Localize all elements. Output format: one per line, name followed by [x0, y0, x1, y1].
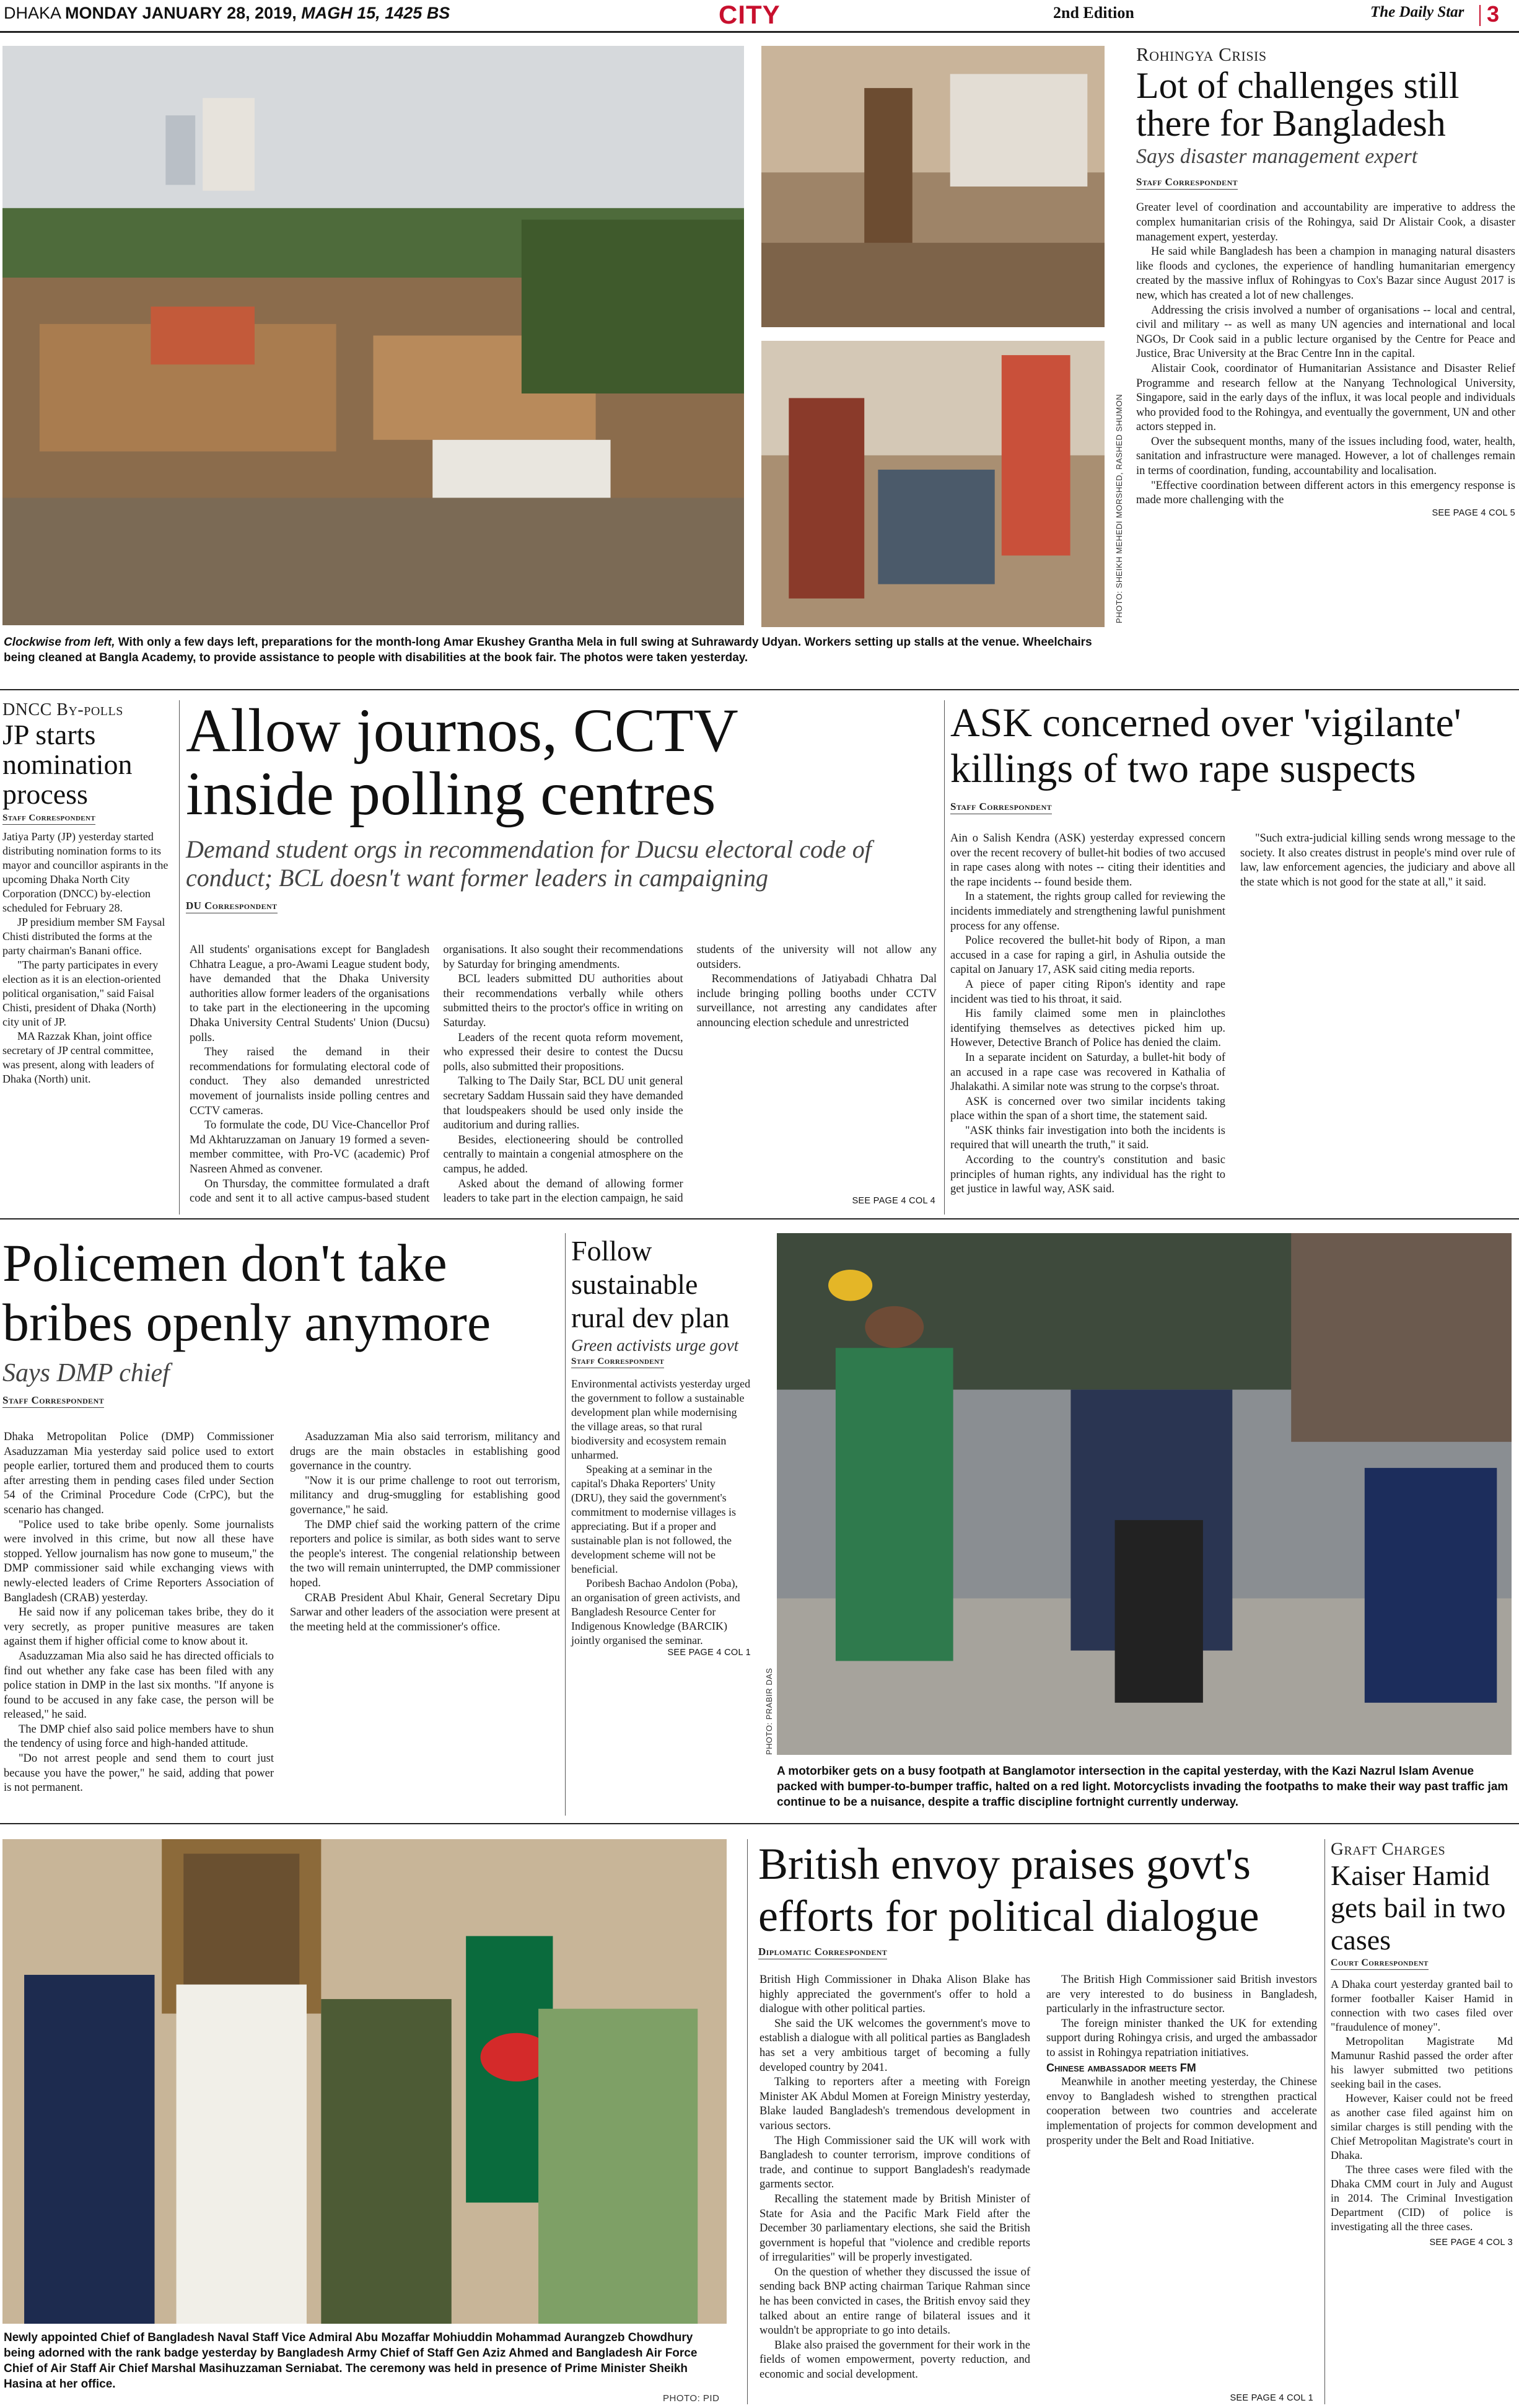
kaiser-hamid-story — [1331, 1839, 1513, 2248]
rural-dev-story — [571, 1234, 751, 1658]
story-byline: Staff Correspondent — [2, 1394, 104, 1408]
workers-setting-stalls-photo — [761, 46, 1105, 327]
section-name: CITY — [719, 0, 781, 29]
story-headline: Lot of challenges still there for Bangladesh — [1136, 65, 1460, 144]
story-headline: British envoy praises govt's efforts for political dialogue — [758, 1839, 1259, 1941]
police-story-body: Dhaka Metropolitan Police (DMP) Commissioner Asaduzzaman Mia yesterday said police used to extort people earlier, tortured them and produced them to courts after arresting them in pending cases filed under Section 54 of the Criminal Procedure Code (CrPC), but the scenario has changed. "Police used to take bribe openly. Some journalists were involved in this crime, but now all these have stopped. Yellow journalism has now gone to museum," the DMP commissioner said while exchanging views with newly-elected leaders of Crime Reporters Association of Bangladesh (CRAB) yesterday. He said now if any policeman takes bribe, they do it very secretly, as proper punitive measures are taken against them if higher official come to know about it. Asaduzzaman Mia also said he has directed officials to find out whether any fake case has been filed with any police station in DMP in the last six months. "If anyone is found to be accused in any fake case, the person will be released," he said. The DMP chief also said police members have to shun the tendency of using force and high-handed attitude. "Do not arrest people and send them to court just because you have the power," he said, adding that power is not permanent. Asaduzzaman Mia also said terrorism, militancy and drugs are the main obstacles in establishing good governance in the country. "Now it is our prime challenge to root out terrorism, militancy and drug-smuggling for establishing good governance," he said. The DMP chief said the working pattern of the crime reporters and police is similar, as both sides want to serve the people's interest. The congenial relationship between the two will remain uninterrupted, the DMP commissioner hoped. CRAB President Abul Khair, General Secretary Dipu Sarwar and other leaders of the association were present at the meeting held at the commissioner's office. — [4, 1431, 560, 1795]
story-headline: Kaiser Hamid gets bail in two cases — [1331, 1860, 1506, 1956]
british-envoy-story-body: British High Commissioner in Dhaka Alison Blake has highly appreciated the government's offer to hold a dialogue with other political parties. She said the UK welcomes the government's move to establish a dialogue with all political parties as Bangladesh has set a very ambitious target of becoming a fully developed country by 2041. Talking to reporters after a meeting with Foreign Minister AK Abdul Momen at Foreign Ministry yesterday, Blake lauded Bangladesh's tremendous development in various sectors. The High Commissioner said the UK will work with Bangladesh to counter terrorism, improve conditions of trade, and continue to support Bangladesh's readymade garments sector. Recalling the statement made by British Minister of State for Asia and the Pacific Mark Field after the December 30 parliamentary elections, she said the British government is hopeful that "violence and credible reports of irregularities" will be properly investigated. On the question of whether they discussed the issue of sending back BNP acting chairman Tarique Rahman since he has been convicted in cases, the British envoy said they talked about an entire range of bilateral issues and it wouldn't be appropriate to go into details. Blake also praised the government for their work in the fields of women empowerment, poverty reduction, and economic and social development. The British High Commissioner said British investors are very interested to do business in Bangladesh, particularly in the infrastructure sector. The foreign minister thanked the UK for extending support during Rohingya crisis, and urged the ambassador to assist in Rohingya repatriation initiatives. Chinese ambassador meets FM Meanwhile in another meeting yesterday, the Chinese envoy to Bangladesh wished to strengthen practical cooperation between two countries and accelerate implementation of projects for common development and prosperity under the Belt and Road Initiative. — [760, 1974, 1317, 2381]
story-headline: Allow journos, CCTV inside polling centres — [186, 696, 737, 828]
top-photo-credit: PHOTO: SHEIKH MEHEDI MORSHED, RASHED SHUMON — [1114, 393, 1124, 623]
story-byline: Staff Correspondent — [571, 1356, 664, 1368]
story-headline: ASK concerned over 'vigilante' killings of two rape suspects — [950, 700, 1461, 791]
ask-story — [950, 700, 1515, 814]
british-envoy-story — [758, 1838, 1320, 1959]
story-kicker: Graft Charges — [1331, 1839, 1446, 1859]
cctv-story-body: All students' organisations except for Bangladesh Chhatra League, a pro-Awami League student body, have demanded that the Dhaka University authorities allow former leaders of the organisations to take part in the electioneering in the upcoming Dhaka University Central Students' Union (Ducsu) polls. They raised the demand in their recommendations for formulating electoral code of conduct. They also demanded unrestricted movement of journalists inside polling centres and CCTV cameras. To formulate the code, DU Vice-Chancellor Prof Md Akhtaruzzaman on January 19 formed a seven-member committee, with Pro-VC (academic) Prof Nasreen Ahmed as convener. On Thursday, the committee formulated a draft code and sent it to all active campus-based student organisations. It also sought their recommendations by Saturday for bringing amendments. BCL leaders submitted DU authorities about their recommendations verbally while others submitted theirs to the proctor's office in writing on Saturday. Leaders of the recent quota reform movement, who expressed their desire to contest the Ducsu polls, also submitted their propositions. Talking to The Daily Star, BCL DU unit general secretary Saddam Hussain said they have demanded that loudspeakers should be used only inside the auditorium and during rallies. Besides, electioneering should be controlled centrally to maintain a congenial atmosphere on the campus, he added. Asked about the demand of allowing former leaders to take part in the election campaign, he said students of the university will not allow any outsiders. Recommendations of Jatiyabadi Chhatra Dal include bringing polling booths under CCTV surveillance, not arresting any candidates after announcing election schedule and unrestricted — [190, 944, 937, 1205]
dateline: DHAKA MONDAY JANUARY 28, 2019, MAGH 15, 1425 BS — [4, 4, 450, 22]
story-body: Jatiya Party (JP) yesterday started distributing nomination forms to its mayor and councillor aspirants in the upcoming Dhaka North City Corporation (DNCC) by-election scheduled for February 28. JP presidium member SM Faysal Chisti distributed the forms at the party chairman's Banani office. "The party participates in every election as it is an election-oriented political organisation," said Faisal Chisti, president of Dhaka (North) city unit of JP. MA Razzak Khan, joint office secretary of JP central committee, was present, along with leaders of Dhaka (North) unit. — [2, 830, 169, 1085]
police-story — [2, 1233, 560, 1408]
story-byline: Staff Correspondent — [950, 801, 1052, 814]
continued-label: SEE PAGE 4 COL 4 — [852, 1196, 935, 1206]
story-byline: Diplomatic Correspondent — [758, 1946, 887, 1959]
wheelchair-cleaning-photo — [761, 341, 1105, 627]
story-subhead: Chinese ambassador meets FM — [1046, 2061, 1196, 2074]
paper-name-logo: The Daily Star — [1370, 4, 1464, 20]
masthead-rule — [0, 31, 1519, 33]
navy-photo-credit: PHOTO: PID — [663, 2393, 720, 2404]
story-byline: Staff Correspondent — [1136, 176, 1238, 190]
continued-label: SEE PAGE 4 COL 5 — [1432, 508, 1515, 518]
story-byline: Staff Correspondent — [2, 813, 95, 825]
page-number: 3 — [1487, 1, 1500, 27]
motorbike-footpath-photo — [777, 1233, 1512, 1755]
navy-photo-caption: Newly appointed Chief of Bangladesh Naval Staff Vice Admiral Abu Mozaffar Mohiuddin Mohammad Aurangzeb Chowdhury being adorned with the rank badge yesterday by Bangladesh Army Chief of Staff Gen Aziz Ahmed and Bangladesh Air Force Chief of Air Staff Air Chief Marshal Masihuzzaman Serniabat. The ceremony was held in presence of Prime Minister Sheikh Hasina at her office. — [4, 2331, 698, 2391]
story-body: Environmental activists yesterday urged the government to follow a sustainable development plan while modernising the village areas, so that rural biodiversity and ecosystem remain unharmed. Speaking at a seminar in the capital's Dhaka Reporters' Unity (DRU), they said the government's commitment to modernise villages is appreciating. But if a proper and sustainable plan is not followed, the development scheme will not be beneficial. Poribesh Bachao Andolon (Poba), an organisation of green activists, and Bangladesh Resource Center for Indigenous Knowledge (BARCIK) jointly organised the seminar. — [571, 1378, 751, 1646]
continued-label: SEE PAGE 4 COL 1 — [1230, 2393, 1313, 2403]
traffic-photo-caption: A motorbiker gets on a busy footpath at Banglamotor intersection in the capital yesterday, with the Kazi Nazrul Islam Avenue packed with bumper-to-bumper traffic, halted on a red light. Motorcyclists invading the footpaths to make their way past traffic jam continue to be a nuisance, despite a traffic discipline fortnight currently underway. — [777, 1765, 1508, 1809]
navy-chief-ceremony-photo — [2, 1839, 727, 2324]
dncc-story — [2, 700, 173, 1086]
story-body: A Dhaka court yesterday granted bail to former footballer Kaiser Hamid in connection with two cases filed over "fraudulence of money". Metropolitan Magistrate Md Mamunur Rashid passed the order after his lawyer submitted two petitions seeking bail in the cases. However, Kaiser could not be freed as another case filed against him on similar charges is still pending with the Chief Metropolitan Magistrate's court in Dhaka. The three cases were filed with the Dhaka CMM court in July and August in 2014. The Criminal Investigation Department (CID) of police is investigating all the three cases. — [1331, 1978, 1513, 2233]
edition-label: 2nd Edition — [1053, 4, 1134, 22]
story-headline: JP starts nomination process — [2, 719, 133, 810]
masthead — [0, 0, 1519, 31]
story-deck: Green activists urge govt — [571, 1336, 739, 1355]
ask-story-body: Ain o Salish Kendra (ASK) yesterday expressed concern over the recent recovery of bullet-hit bodies of two accused in rape cases along with notes -- citing their identities and the rape incidents -- found beside them. In a statement, the rights group called for reviewing the incidents immediately and strengthening lawful punishment process for any offense. Police recovered the bullet-hit body of Ripon, a man accused in a case for raping a girl, in Ashulia outside the capital on January 17, ASK said citing media reports. A piece of paper citing Ripon's identity and rape incident was tied to his throat, it said. His family claimed some men in plainclothes identifying themselves as detectives picked him up. However, Detective Branch of Police has denied the claim. In a separate incident on Saturday, a bullet-hit body of an accused in a rape case was recovered in Kathalia of Jhalakathi. A similar note was strung to the corpse's throat. ASK is concerned over two similar incidents taking place within the span of a short time, the statement said. "ASK thinks fair investigation into both the incidents is required that will unearth the truth," it said. According to the country's constitution and basic principles of human rights, any individual has the right to get justice in lawful way, ASK said. "Such extra-judicial killing sends wrong message to the society. It also creates distrust in people's mind over rule of law, law enforcement agencies, the judiciary and above all the state which is not good for the state at all," it said. — [950, 832, 1515, 1196]
story-headline: Policemen don't take bribes openly anymore — [2, 1233, 491, 1352]
story-deck: Says disaster management expert — [1136, 145, 1418, 169]
continued-label: SEE PAGE 4 COL 1 — [667, 1648, 751, 1658]
story-byline: Court Correspondent — [1331, 1958, 1429, 1970]
story-headline: Follow sustainable rural dev plan — [571, 1235, 730, 1334]
top-photo-caption: Clockwise from left, With only a few days left, preparations for the month-long Amar Ekushey Grantha Mela in full swing at Suhrawardy Udyan. Workers setting up stalls at the venue. Wheelchairs being cleaned at Bangla Academy, to provide assistance to people with disabilities at the book fair. The photos were taken yesterday. — [4, 636, 1092, 664]
story-deck: Says DMP chief — [2, 1359, 170, 1387]
story-kicker: DNCC By-polls — [2, 700, 123, 719]
book-fair-stalls-photo — [2, 46, 744, 625]
traffic-photo-credit: PHOTO: PRABIR DAS — [764, 1668, 774, 1755]
rohingya-story — [1136, 43, 1515, 518]
story-byline: DU Correspondent — [186, 900, 278, 913]
story-deck: Demand student orgs in recommendation for Ducsu electoral code of conduct; BCL doesn't want former leaders in campaigning — [186, 835, 872, 892]
continued-label: SEE PAGE 4 COL 3 — [1429, 2238, 1513, 2248]
cctv-story — [186, 696, 940, 913]
story-kicker: Rohingya Crisis — [1136, 43, 1267, 65]
story-body: Greater level of coordination and accountability are imperative to address the complex humanitarian crisis of the Rohingya, said Dr Alistair Cook, a disaster management expert, yesterday. He said while Bangladesh has been a champion in managing natural disasters like floods and cyclones, the experience of handling humanitarian emergency created by the massive influx of Rohingyas to Cox's Bazar since August 2017 is new, which has created a lot of new challenges. Addressing the crisis involved a number of organisations -- local and central, civil and military -- as well as many UN agencies and international and local NGOs, Dr Cook said in a public lecture organised by the Centre for Peace and Justice, Brac University at the Brac Centre Inn in the capital. Alistair Cook, coordinator of Humanitarian Assistance and Disaster Relief Programme and research fellow at the Nanyang Technological University, Singapore, said in the early days of the influx, it was local people and individuals who provided food to the Rohingya, and eventually the government, UN and other actors stepped in. Over the subsequent months, many of the issues including food, water, health, sanitation and infrastructure were managed. However, a lot of challenges remain in terms of coordination, funding, accountability and localisation. "Effective coordination between different actors in this emergency response is made more challenging with the — [1136, 201, 1515, 507]
